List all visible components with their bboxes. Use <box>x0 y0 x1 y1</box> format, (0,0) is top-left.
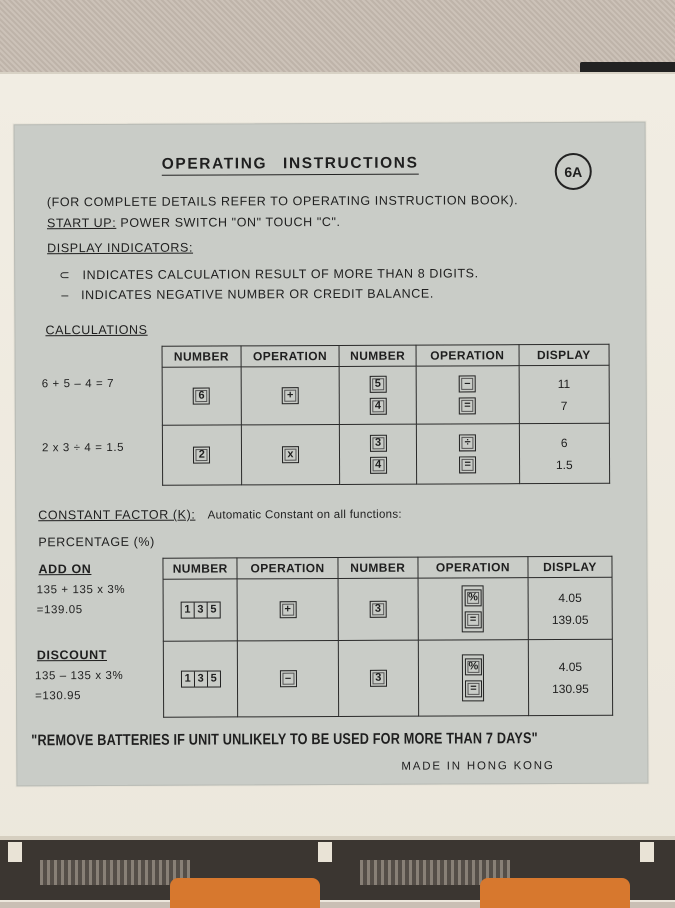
calculations-table <box>162 344 611 486</box>
add-on-result: =139.05 <box>36 604 83 617</box>
number-keys <box>180 601 220 618</box>
number-keys <box>181 670 221 687</box>
indicator-symbol: ⊂ <box>59 268 71 283</box>
discount-result: =130.95 <box>35 690 82 703</box>
battery-spring <box>40 860 190 885</box>
battery <box>170 878 320 908</box>
startup-label: START UP: <box>46 215 117 231</box>
fabric-background <box>0 0 675 80</box>
indicator-item <box>59 265 479 282</box>
key-icon: 1 <box>181 603 194 618</box>
key-icon: 3 <box>370 670 387 687</box>
key-icon: – <box>279 670 296 687</box>
add-on-formula: 135 + 135 x 3% <box>36 583 126 597</box>
constant-factor-text: Automatic Constant on all functions: <box>207 508 402 522</box>
display-value: 130.95 <box>552 681 589 696</box>
display-indicators-heading: DISPLAY INDICATORS: <box>47 240 194 256</box>
instruction-label <box>14 122 649 787</box>
bay-tab <box>8 842 22 862</box>
display-value: 1.5 <box>555 457 573 472</box>
key-icon: 6 <box>193 388 210 405</box>
key-icon: % <box>464 589 481 606</box>
key-icon: 3 <box>369 601 386 618</box>
display-value: 4.05 <box>558 659 583 674</box>
key-icon: = <box>459 456 476 473</box>
calc-expression: 6 + 5 – 4 = 7 <box>41 377 115 391</box>
origin-text: MADE IN HONG KONG <box>401 760 555 773</box>
key-icon: = <box>459 397 476 414</box>
key-icon: 5 <box>210 672 217 685</box>
discount-formula: 135 – 135 x 3% <box>34 669 124 683</box>
bay-tab <box>640 842 654 862</box>
key-icon: ÷ <box>459 434 476 451</box>
key-icon: + <box>279 601 296 618</box>
calc-expression: 2 x 3 ÷ 4 = 1.5 <box>41 441 125 455</box>
column-header: NUMBER <box>339 345 416 366</box>
display-value: 6 <box>560 435 568 450</box>
column-header: OPERATION <box>416 345 519 366</box>
display-value: 4.05 <box>558 590 582 605</box>
constant-factor-line <box>38 507 402 523</box>
column-header: OPERATION <box>418 557 528 578</box>
table-row <box>163 577 612 641</box>
key-icon: + <box>282 387 299 404</box>
key-icon: = <box>465 680 482 697</box>
table-row <box>162 423 609 485</box>
indicator-symbol: – <box>61 288 69 303</box>
key-icon: 5 <box>369 376 386 393</box>
table-row <box>163 639 612 717</box>
key-icon: 3 <box>194 603 207 618</box>
indicator-text: INDICATES CALCULATION RESULT OF MORE THAN 8 DIGITS. <box>82 266 479 283</box>
display-value: 139.05 <box>551 612 589 627</box>
key-icon: 2 <box>193 447 210 464</box>
battery-warning: "REMOVE BATTERIES IF UNIT UNLIKELY TO BE USED FOR MORE THAN 7 DAYS" <box>31 730 538 750</box>
key-icon: 4 <box>370 457 387 474</box>
column-header: NUMBER <box>163 558 238 579</box>
startup-text: POWER SWITCH "ON" TOUCH "C". <box>120 214 341 230</box>
intro-text: (FOR COMPLETE DETAILS REFER TO OPERATING INSTRUCTION BOOK). <box>46 193 519 210</box>
column-header: OPERATION <box>237 557 337 578</box>
add-on-title: ADD ON <box>38 562 92 577</box>
indicator-text: INDICATES NEGATIVE NUMBER OR CREDIT BALANCE. <box>81 286 434 303</box>
table-row <box>162 365 609 425</box>
column-header: NUMBER <box>162 346 241 367</box>
column-header: DISPLAY <box>528 556 612 577</box>
model-badge: 6A <box>555 153 592 190</box>
bay-tab <box>318 842 332 862</box>
battery <box>480 878 630 908</box>
key-icon: = <box>465 611 482 628</box>
constant-factor-label: CONSTANT FACTOR (K): <box>38 507 196 523</box>
discount-title: DISCOUNT <box>36 647 107 663</box>
percentage-table <box>162 556 613 718</box>
column-header: DISPLAY <box>519 344 610 365</box>
key-icon: 1 <box>182 672 195 687</box>
indicator-item <box>61 287 434 303</box>
column-header: NUMBER <box>338 557 418 578</box>
display-value: 11 <box>557 376 571 391</box>
key-icon: 4 <box>369 398 386 415</box>
startup-line <box>47 215 341 230</box>
key-icon: 3 <box>195 672 208 687</box>
percentage-heading: PERCENTAGE (%) <box>38 534 155 550</box>
key-icon: % <box>465 658 482 675</box>
page-title: OPERATING INSTRUCTIONS <box>162 155 419 176</box>
calculations-heading: CALCULATIONS <box>45 322 148 338</box>
column-header: OPERATION <box>241 345 340 366</box>
key-icon: – <box>459 375 476 392</box>
key-icon: x <box>282 446 299 463</box>
display-value: 7 <box>560 398 568 413</box>
key-icon: 3 <box>370 435 387 452</box>
key-icon: 5 <box>210 603 217 616</box>
